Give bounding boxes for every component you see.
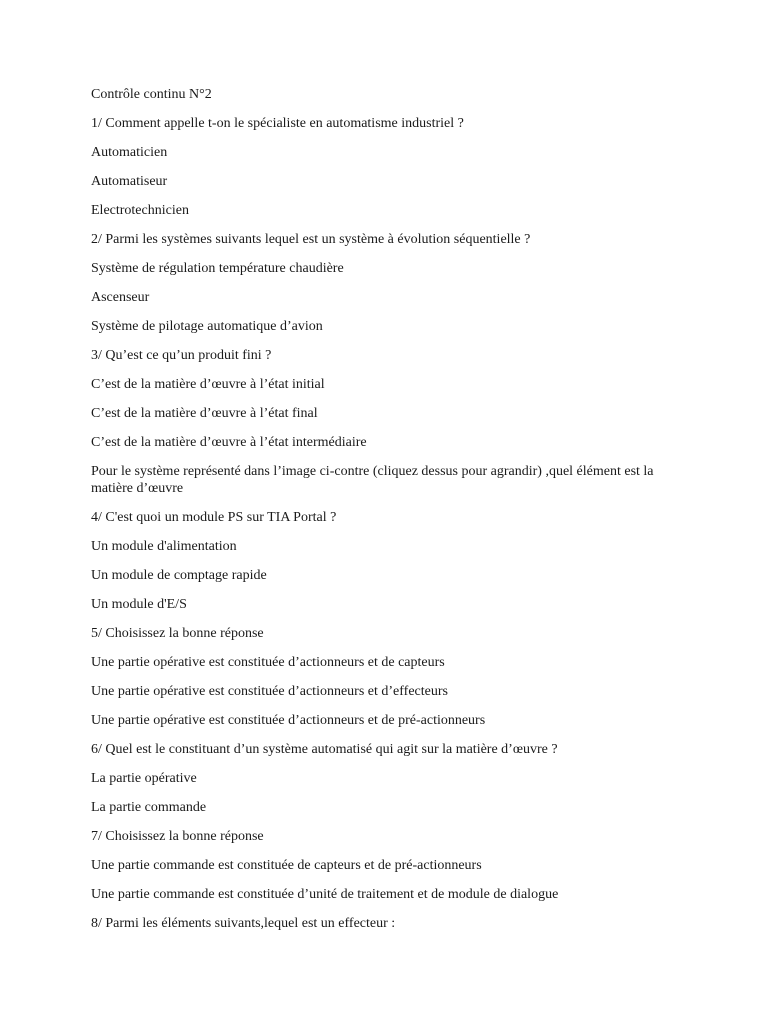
answer-option: C’est de la matière d’œuvre à l’état initial xyxy=(91,377,325,392)
question-6: 6/ Quel est le constituant d’un système automatisé qui agit sur la matière d’œuvre ? xyxy=(91,742,558,757)
answer-option: Automaticien xyxy=(91,145,168,160)
question-2: 2/ Parmi les systèmes suivants lequel est un système à évolution séquentielle ? xyxy=(91,232,531,247)
answer-option: Système de régulation température chaudière xyxy=(91,261,344,276)
question-text: Pour le système représenté dans l’image ci-contre (cliquez dessus pour agrandir) ,quel élément est la matière d’œuvre xyxy=(91,464,654,496)
question-8: 8/ Parmi les éléments suivants,lequel est un effecteur : xyxy=(91,916,396,931)
answer-option: Une partie commande est constituée d’unité de traitement et de module de dialogue xyxy=(91,887,559,902)
answer-option: Un module d'alimentation xyxy=(91,539,237,554)
question-4: 4/ C'est quoi un module PS sur TIA Portal ? xyxy=(91,510,337,525)
answer-option: Un module de comptage rapide xyxy=(91,568,267,583)
answer-option: Système de pilotage automatique d’avion xyxy=(91,319,323,334)
document-body xyxy=(91,86,691,944)
answer-option: C’est de la matière d’œuvre à l’état intermédiaire xyxy=(91,435,367,450)
question-1: 1/ Comment appelle t-on le spécialiste en automatisme industriel ? xyxy=(91,116,464,131)
document-title: Contrôle continu N°2 xyxy=(91,87,212,102)
answer-option: C’est de la matière d’œuvre à l’état final xyxy=(91,406,318,421)
answer-option: Un module d'E/S xyxy=(91,597,187,612)
question-3: 3/ Qu’est ce qu’un produit fini ? xyxy=(91,348,272,363)
answer-option: Automatiseur xyxy=(91,174,168,189)
answer-option: La partie commande xyxy=(91,800,207,815)
answer-option: Ascenseur xyxy=(91,290,150,305)
answer-option: Une partie opérative est constituée d’actionneurs et d’effecteurs xyxy=(91,684,448,699)
answer-option: Electrotechnicien xyxy=(91,203,189,218)
answer-option: La partie opérative xyxy=(91,771,197,786)
answer-option: Une partie opérative est constituée d’actionneurs et de pré-actionneurs xyxy=(91,713,486,728)
answer-option: Une partie opérative est constituée d’actionneurs et de capteurs xyxy=(91,655,445,670)
question-5: 5/ Choisissez la bonne réponse xyxy=(91,626,264,641)
question-7: 7/ Choisissez la bonne réponse xyxy=(91,829,264,844)
answer-option: Une partie commande est constituée de capteurs et de pré-actionneurs xyxy=(91,858,482,873)
